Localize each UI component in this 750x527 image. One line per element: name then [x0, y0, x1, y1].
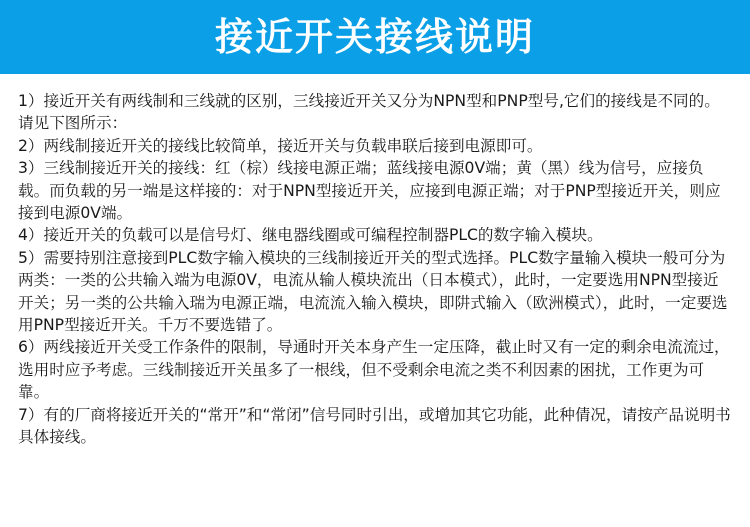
title-banner — [0, 0, 750, 74]
paragraph-2: 2）两线制接近开关的接线比较简单，接近开关与负载串联后接到电源即可。 — [18, 136, 543, 155]
paragraph-1: 1）接近开关有两线制和三线就的区别，三线接近开关又分为NPN型和PNP型号,它们的接线是不同的。请见下图所示： — [18, 92, 720, 133]
paragraph-3: 3）三线制接近开关的接线：红（棕）线接电源正端；蓝线接电源0V端；黄（黑）线为信号，应接负载。而负载的另一端是这样接的：对于NPN型接近开关，应接到电源正端；对于PNP型接近开关，则应接到电源0V端。 — [18, 159, 721, 223]
paragraph-4: 4）接近开关的负载可以是信号灯、继电器线圈或可编程控制器PLC的数字输入模块。 — [18, 226, 603, 245]
paragraph-7: 7）有的厂商将接近开关的“常开”和“常闭”信号同时引出，或增加其它功能，此种倩况，请按产品说明书具体接线。 — [18, 405, 731, 447]
page-title: 接近开关接线说明 — [214, 15, 535, 59]
paragraph-5: 5）需要持别注意接到PLC数字输入模块的三线制接近开关的型式选择。PLC数字量输入模块一般可分为两类：一类的公共输入端为电源0V，电流从输人模块流出（日本模式），此时，一定要选用NPN型接近开关；另一类的公共输入瑞为电源正端，电流流入输入模块，即阱式输入（欧洲模式），此时，一定要选用PNP型接近开关。千万不要选错了。 — [18, 248, 728, 335]
paragraph-6: 6）两线接近开关受工作条件的限制，导通时开关本身产生一定压降，截止时又有一定的剩余电流流过，选用时应予考虑。三线制接近开关虽多了一根线，但不受剩余电流之类不利因素的困扰，工作更为可靠。 — [18, 338, 730, 402]
instructions-body — [18, 90, 734, 449]
